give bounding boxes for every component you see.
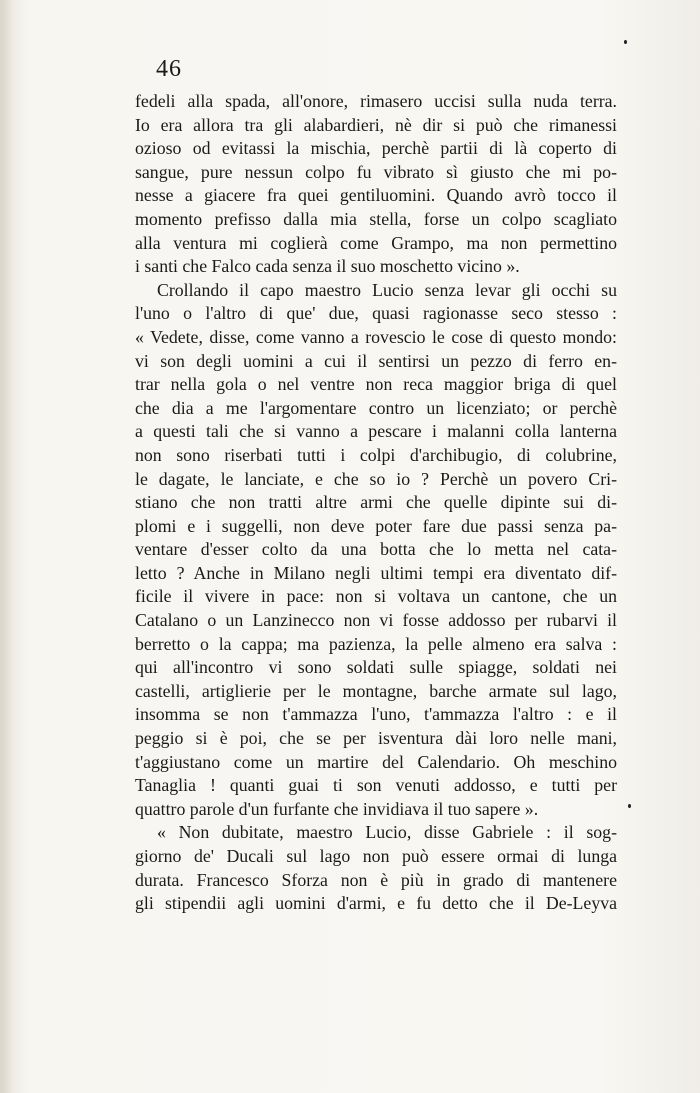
text-line: « Vedete, disse, come vanno a rovescio le cose di questo mondo: [135,326,617,347]
text-line: nesse a giacere fra quei gentiluomini. Quando avrò tocco il [135,185,617,206]
text-line: gli stipendii agli uomini d'armi, e fu detto che il De-Leyva [135,893,617,914]
page-number: 46 [156,56,182,82]
text-line: durata. Francesco Sforza non è più in grado di mantenere [135,869,617,890]
text-line: t'aggiustano come un martire del Calendario. Oh meschino [135,751,617,772]
text-line: sangue, pure nessun colpo fu vibrato sì giusto che mi po- [135,161,617,182]
text-line: peggio si è poi, che se per isventura dài loro nelle mani, [135,728,617,749]
text-line: momento prefisso dalla mia stella, forse un colpo scagliato [135,208,617,229]
text-line: qui all'incontro vi sono soldati sulle spiagge, soldati nei [135,657,617,678]
text-line: Io era allora tra gli alabardieri, nè dir si può che rimanessi [135,114,617,135]
text-line: che dia a me l'argomentare contro un licenziato; or perchè [135,397,617,418]
text-line: le dagate, le lanciate, e che so io ? Perchè un povero Cri- [135,468,617,489]
text-line: ficile il vivere in pace: non si voltava un cantone, che un [135,586,617,607]
text-line: Tanaglia ! quanti guai ti son venuti addosso, e tutti per [135,775,617,796]
text-line: quattro parole d'un furfante che invidiava il tuo sapere ». [135,798,539,819]
body-text [135,90,617,916]
text-line: vi son degli uomini a cui il sentirsi un pezzo di ferro en- [135,350,617,371]
text-line: insomma se non t'ammazza l'uno, t'ammazza l'altro : e il [135,704,617,725]
text-line: letto ? Anche in Milano negli ultimi tempi era diventato dif- [135,562,617,583]
page-edge-shadow [0,0,14,1093]
text-line: ozioso od evitassi la mischia, perchè partii di là coperto di [135,138,617,159]
text-line: i santi che Falco cada senza il suo moschetto vicino ». [135,256,520,277]
text-line: plomi e i suggelli, non deve poter fare due passi senza pa- [135,515,617,536]
text-line: ventare d'esser colto da una botta che lo metta nel cata- [135,539,617,560]
text-line: Crollando il capo maestro Lucio senza levar gli occhi su [157,279,617,300]
print-speck [624,40,627,44]
text-line: « Non dubitate, maestro Lucio, disse Gabriele : il sog- [157,822,617,843]
text-line: non sono riserbati tutti i colpi d'archibugio, di colubrine, [135,444,617,465]
text-line: castelli, artiglierie per le montagne, barche armate sul lago, [135,680,617,701]
text-line: l'uno o l'altro di que' due, quasi ragionasse seco stesso : [135,303,617,324]
text-line: trar nella gola o nel ventre non reca maggior briga di quel [135,374,617,395]
text-line: Catalano o un Lanzinecco non vi fosse addosso per rubarvi il [135,610,617,631]
text-line: giorno de' Ducali sul lago non può essere ormai di lunga [135,846,617,866]
text-line: fedeli alla spada, all'onore, rimasero uccisi sulla nuda terra. [135,91,617,111]
print-speck [628,804,631,808]
text-line: berretto o la cappa; ma pazienza, la pelle almeno era salva : [135,633,617,654]
text-line: a questi tali che si vanno a pescare i malanni colla lanterna [135,421,617,442]
text-line: alla ventura mi coglierà come Grampo, ma non permettino [135,232,617,253]
text-line: stiano che non tratti altre armi che quelle dipinte sui di- [135,492,617,513]
